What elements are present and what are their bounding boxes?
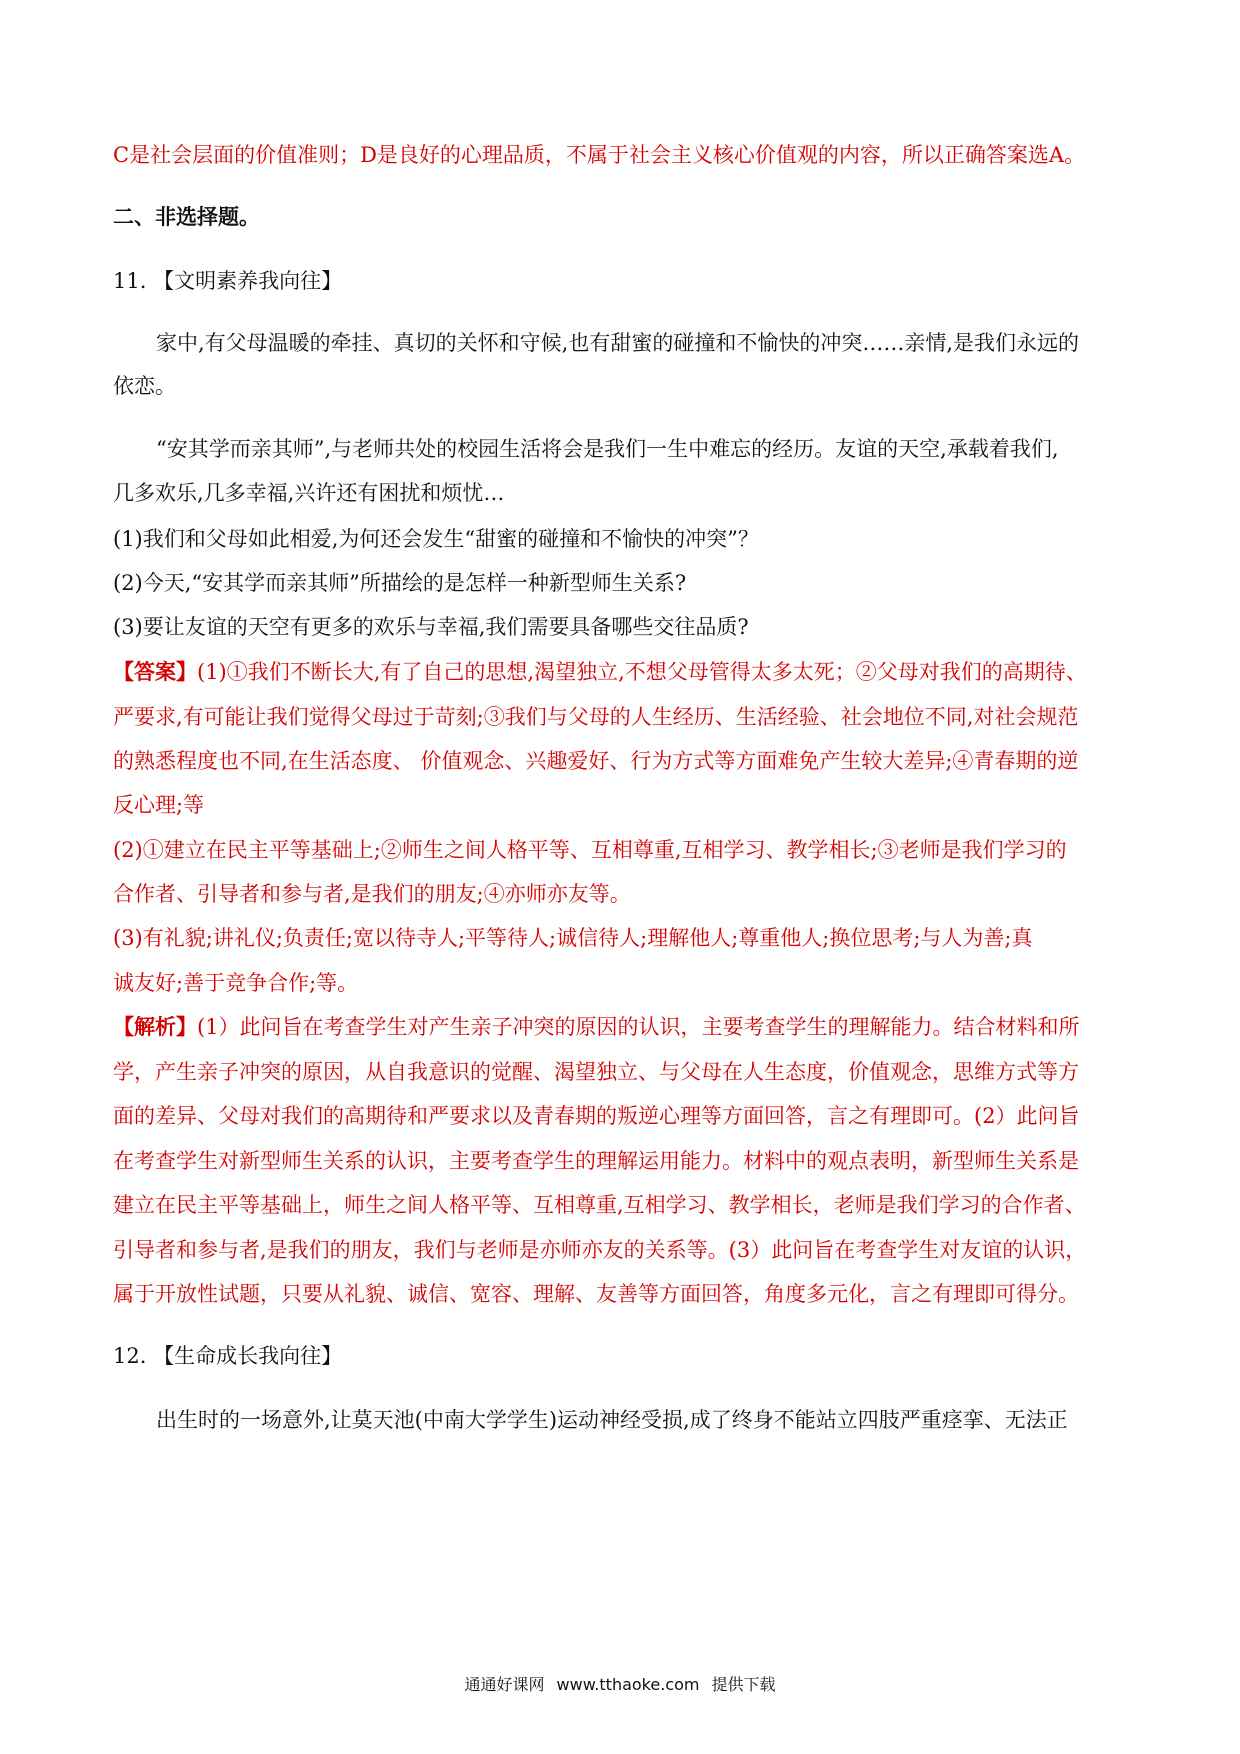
answer-line-2: 严要求,有可能让我们觉得父母过于苛刻;③我们与父母的人生经历、生活经验、社会地位不同,对社会规范 (113, 705, 1079, 729)
q11-subquestion-2: (2)今天,“安其学而亲其师”所描绘的是怎样一种新型师生关系? (113, 571, 687, 595)
answer-line-4: 反心理;等 (113, 793, 205, 817)
footer-suffix: 提供下载 (711, 1675, 776, 1694)
analysis-line-7: 属于开放性试题，只要从礼貌、诚信、宽容、理解、友善等方面回答，角度多元化，言之有理即可得分。 (113, 1282, 1079, 1306)
answer-explanation-line: C是社会层面的价值准则；D是良好的心理品质，不属于社会主义核心价值观的内容，所以正确答案选A。 (113, 143, 1086, 167)
q11-subquestion-1: (1)我们和父母如此相爱,为何还会发生“甜蜜的碰撞和不愉快的冲突”？ (113, 527, 759, 551)
q11-subquestion-3: (3)要让友谊的天空有更多的欢乐与幸福,我们需要具备哪些交往品质? (113, 615, 749, 639)
question-12-title: 12. 【生命成长我向往】 (113, 1344, 343, 1368)
answer-line-1 (113, 657, 1087, 687)
section-heading: 二、非选择题。 (113, 204, 260, 229)
analysis-line-5: 建立在民主平等基础上，师生之间人格平等、互相尊重,互相学习、教学相长，老师是我们学习的合作者、 (113, 1193, 1086, 1217)
q12-paragraph-1: 出生时的一场意外,让莫天池(中南大学学生)运动神经受损,成了终身不能站立四肢严重痉挛、无法正 (156, 1408, 1068, 1432)
analysis-label: 【解析】 (113, 1014, 197, 1039)
answer-line-6: 合作者、引导者和参与者,是我们的朋友;④亦师亦友等。 (113, 882, 631, 906)
answer-line-7: (3)有礼貌;讲礼仪;负责任;宽以待寺人;平等待人;诚信待人;理解他人;尊重他人;换位思考;与人为善;真 (113, 926, 1033, 950)
footer-site-name: 通通好课网 (464, 1675, 545, 1694)
analysis-line-4: 在考查学生对新型师生关系的认识，主要考查学生的理解运用能力。材料中的观点表明，新型师生关系是 (113, 1149, 1079, 1173)
q11-paragraph-2: “安其学而亲其师”,与老师共处的校园生活将会是我们一生中难忘的经历。友谊的天空,承载着我们, (156, 437, 1059, 461)
answer-label: 【答案】 (113, 659, 197, 684)
question-11-title: 11. 【文明素养我向往】 (113, 269, 343, 293)
page-footer (0, 1672, 1240, 1695)
q11-paragraph-2-cont: 几多欢乐,几多幸福,兴许还有困扰和烦忧… (113, 481, 505, 505)
answer-line-3: 的熟悉程度也不同,在生活态度、 价值观念、兴趣爱好、行为方式等方面难免产生较大差异;④青春期的逆 (113, 749, 1079, 773)
answer-line-8: 诚友好;善于竞争合作;等。 (113, 971, 359, 995)
analysis-line-3: 面的差异、父母对我们的高期待和严要求以及青春期的叛逆心理等方面回答，言之有理即可。(2）此问旨 (113, 1104, 1080, 1128)
analysis-line-6: 引导者和参与者,是我们的朋友，我们与老师是亦师亦友的关系等。(3）此问旨在考查学生对友谊的认识， (113, 1238, 1087, 1262)
q11-paragraph-1-cont: 依恋。 (113, 374, 176, 398)
answer-line-5: (2)①建立在民主平等基础上;②师生之间人格平等、互相尊重,互相学习、教学相长;③老师是我们学习的 (113, 838, 1067, 862)
footer-url[interactable]: www.tthaoke.com (556, 1675, 700, 1694)
q11-paragraph-1: 家中,有父母温暖的牵挂、真切的关怀和守候,也有甜蜜的碰撞和不愉快的冲突……亲情,是我们永远的 (156, 331, 1080, 355)
analysis-text: (1）此问旨在考查学生对产生亲子冲突的原因的认识，主要考查学生的理解能力。结合材料和所 (197, 1015, 1080, 1039)
analysis-line-1 (113, 1012, 1080, 1042)
answer-text: (1)①我们不断长大,有了自己的思想,渴望独立,不想父母管得太多太死；②父母对我们的高期待、 (197, 660, 1087, 684)
analysis-line-2: 学，产生亲子冲突的原因，从自我意识的觉醒、渴望独立、与父母在人生态度，价值观念，思维方式等方 (113, 1060, 1079, 1084)
